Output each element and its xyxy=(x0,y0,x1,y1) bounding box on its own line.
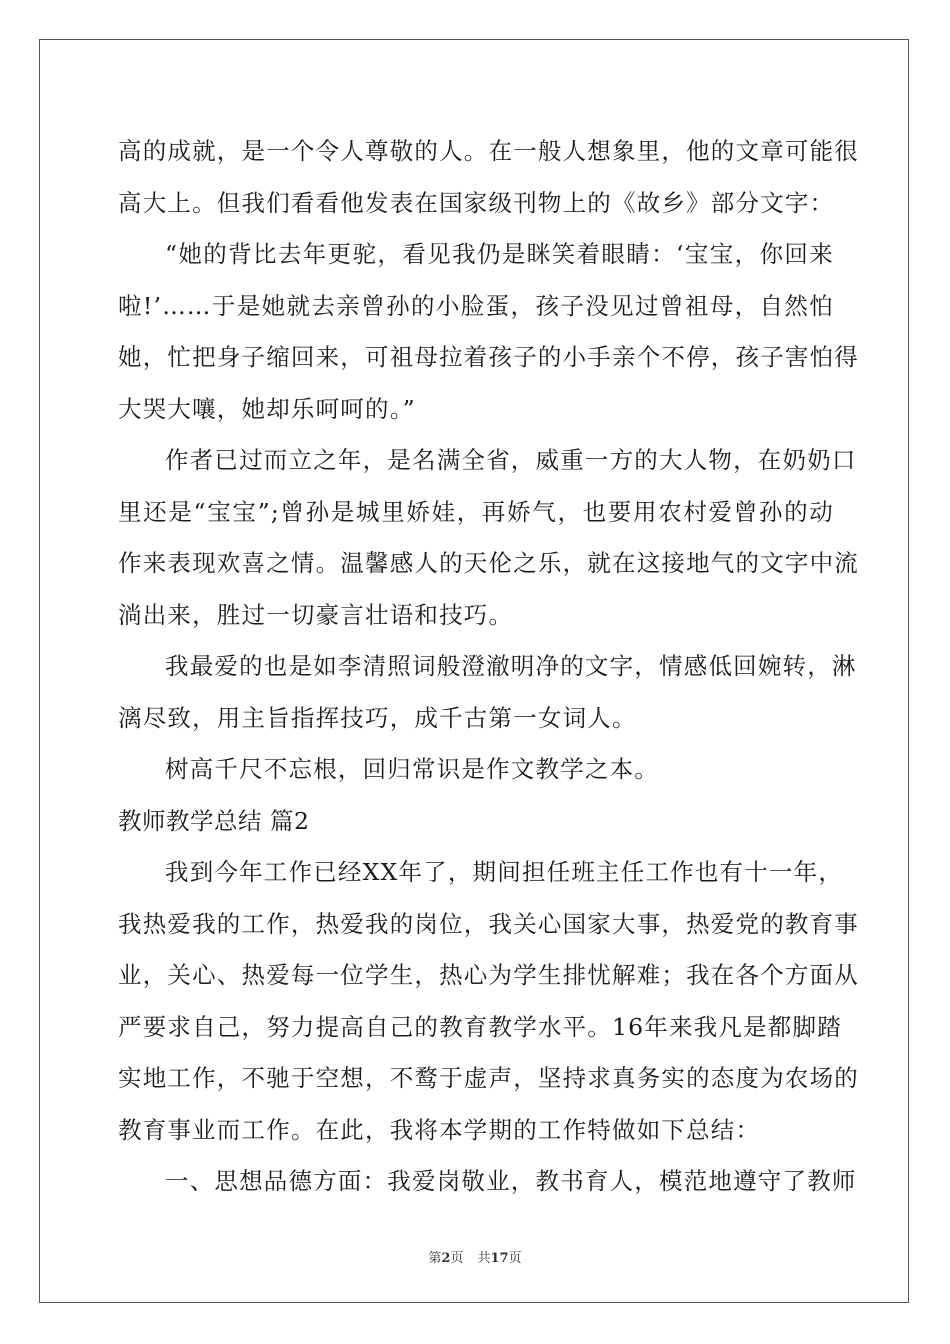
text-line: 实地工作，不驰于空想，不鹜于虚声，坚持求真务实的态度为农场的 xyxy=(118,1064,859,1092)
text-line: 我到今年工作已经XX年了，期间担任班主任工作也有十一年， xyxy=(165,858,844,886)
text-line: 啦!’……于是她就去亲曾孙的小脸蛋，孩子没见过曾祖母，自然怕 xyxy=(118,291,834,320)
text-line: 严要求自己，努力提高自己的教育教学水平。16年来我凡是都脚踏 xyxy=(118,1012,842,1041)
text-line: 我热爱我的工作，热爱我的岗位，我关心国家大事，热爱党的教育事 xyxy=(118,909,859,938)
text-line: 里还是“宝宝”;曾孙是城里娇娃，再娇气，也要用农村爱曾孙的动 xyxy=(118,497,834,526)
section-heading: 教师教学总结 篇2 xyxy=(118,806,310,835)
text-line: 作者已过而立之年，是名满全省，威重一方的大人物，在奶奶口 xyxy=(165,446,857,474)
text-line: 大哭大嚷，她却乐呵呵的。” xyxy=(118,394,416,423)
text-line: 作来表现欢喜之情。温馨感人的天伦之乐，就在这接地气的文字中流 xyxy=(118,549,859,577)
page-footer xyxy=(0,1247,950,1266)
text-line: 树高千尺不忘根，回归常识是作文教学之本。 xyxy=(165,755,659,783)
text-line: 她，忙把身子缩回来，可祖母拉着孩子的小手亲个不停，孩子害怕得 xyxy=(118,343,859,371)
footer-page-prefix: 第 xyxy=(428,1251,442,1266)
footer-total-prefix: 共 xyxy=(477,1251,491,1266)
text-line: 高大上。但我们看看他发表在国家级刊物上的《故乡》部分文字： xyxy=(118,188,835,217)
footer-total-suffix: 页 xyxy=(508,1251,522,1266)
text-line: 教育事业而工作。在此，我将本学期的工作特做如下总结： xyxy=(118,1115,761,1144)
text-line: 高的成就，是一个令人尊敬的人。在一般人想象里，他的文章可能很 xyxy=(118,137,859,165)
footer-page-suffix: 页 xyxy=(450,1251,464,1266)
text-line: “她的背比去年更驼，看见我仍是眯笑着眼睛：‘宝宝，你回来 xyxy=(165,240,834,268)
text-line: 漓尽致，用主旨指挥技巧，成千古第一女词人。 xyxy=(118,703,637,732)
footer-total-pages: 17 xyxy=(490,1251,509,1266)
document-body xyxy=(118,126,859,1208)
text-line: 业，关心、热爱每一位学生，热心为学生排忧解难；我在各个方面从 xyxy=(118,961,859,989)
text-line: 淌出来，胜过一切豪言壮语和技巧。 xyxy=(118,600,514,629)
text-line: 我最爱的也是如李清照词般澄澈明净的文字，情感低回婉转，淋 xyxy=(165,652,857,680)
text-line: 一、思想品德方面：我爱岗敬业，教书育人，模范地遵守了教师 xyxy=(165,1167,857,1195)
footer-page-number: 2 xyxy=(441,1251,451,1266)
